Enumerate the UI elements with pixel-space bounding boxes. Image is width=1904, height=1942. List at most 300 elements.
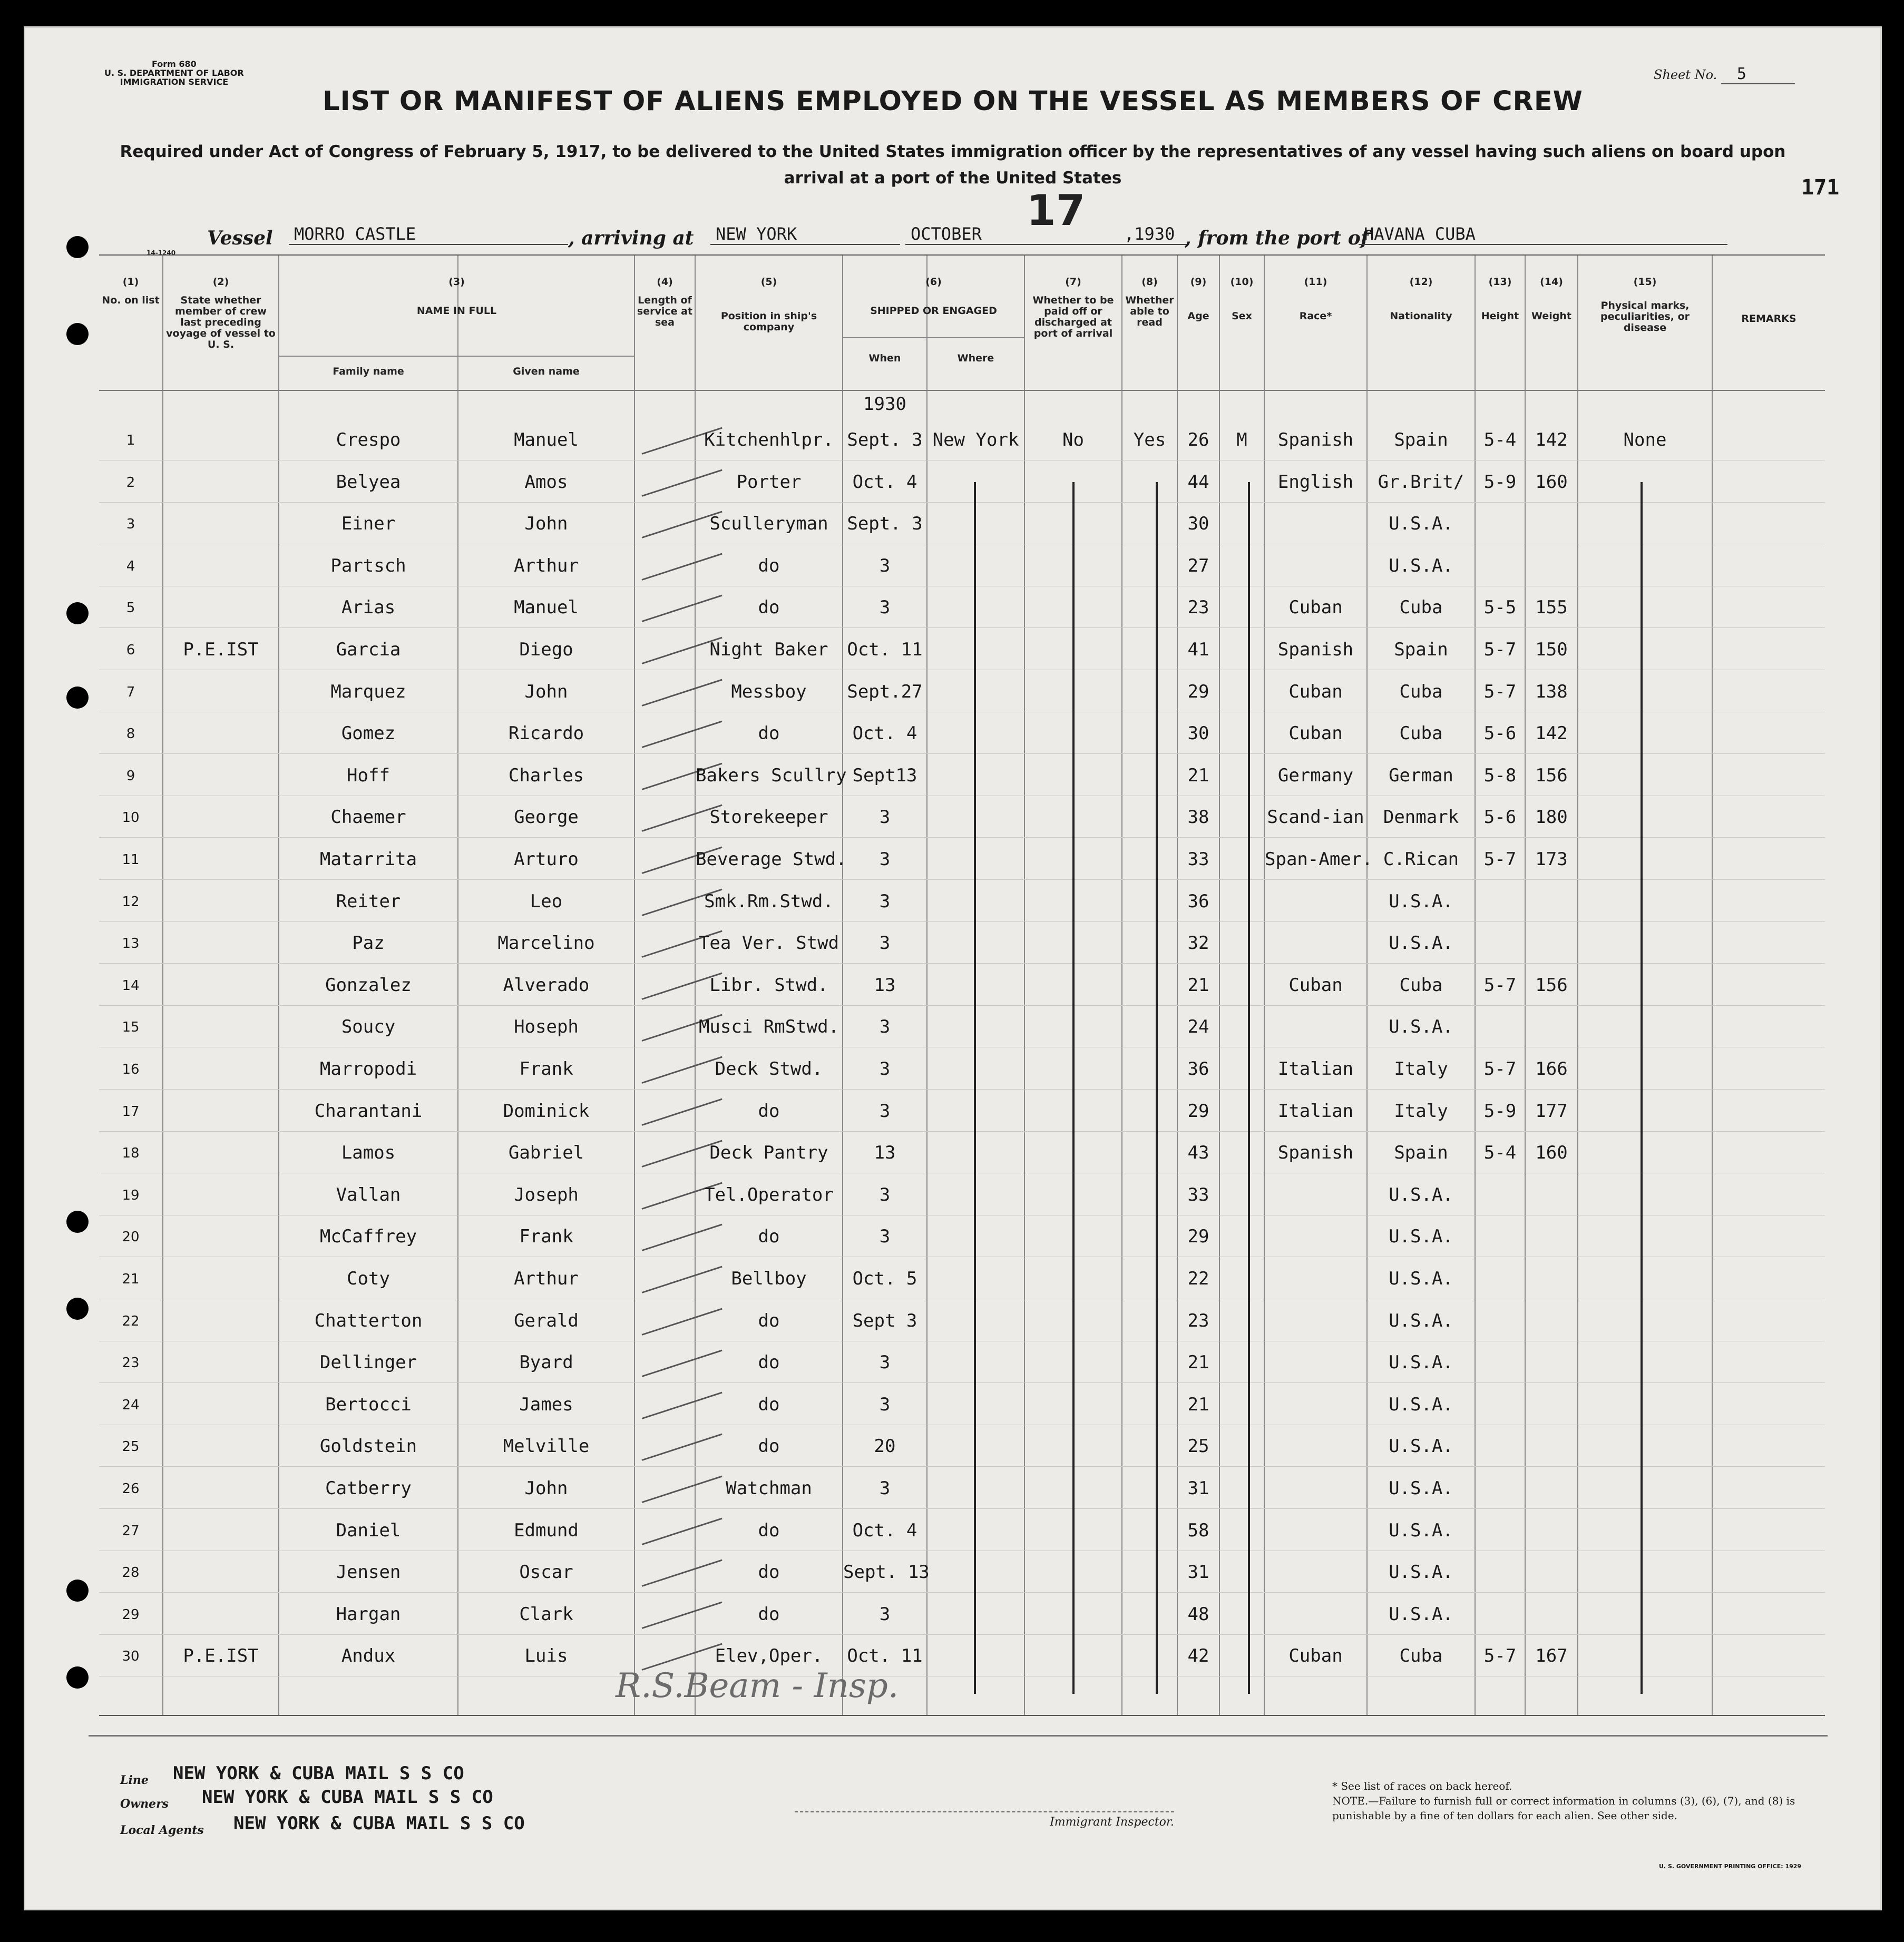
header-col9: (9) Age (1187, 276, 1209, 322)
row-2-weight: 160 (1535, 471, 1568, 493)
row-ruling (99, 1508, 1825, 1509)
penalty-note: NOTE.—Failure to furnish full or correct information in columns (3), (6), (7), and (8) is punishable by a fine of ten dollars for each alien. See other side. (1332, 1794, 1795, 1822)
row-5-when: 3 (879, 597, 891, 619)
column-divider (1121, 256, 1122, 1715)
row-30-position: Elev,Oper. (715, 1645, 823, 1667)
row-17-family: Charantani (314, 1100, 423, 1122)
row-13-family: Paz (352, 933, 385, 954)
row-5-height: 5-5 (1483, 597, 1517, 619)
row-17-height: 5-9 (1483, 1100, 1517, 1122)
row-16-weight: 166 (1535, 1058, 1568, 1080)
row-12-age: 36 (1187, 890, 1209, 912)
row-26-nationality: U.S.A. (1389, 1478, 1453, 1499)
agents-label: Local Agents (120, 1823, 204, 1837)
row-15-when: 3 (879, 1016, 891, 1038)
row-26-when: 3 (879, 1478, 891, 1499)
row-26-given: John (524, 1478, 568, 1499)
row-28-position: do (758, 1562, 780, 1583)
row-7-position: Messboy (731, 681, 807, 702)
row-29-no: 29 (122, 1606, 140, 1623)
row-1-sex: M (1236, 429, 1247, 450)
row-5-family: Arias (341, 597, 396, 619)
row-7-race: Cuban (1288, 681, 1343, 702)
row-9-position: Bakers Scullry (696, 764, 847, 786)
row-8-nationality: Cuba (1399, 723, 1443, 744)
row-19-when: 3 (879, 1184, 891, 1205)
row-ruling (99, 837, 1825, 838)
column-divider (634, 256, 635, 1715)
row-8-age: 30 (1187, 723, 1209, 744)
row-7-when: Sept.27 (847, 681, 923, 702)
row-24-family: Bertocci (325, 1394, 412, 1415)
header-col2: (2) State whether member of crew last preceding voyage of vessel to U. S. (166, 276, 276, 350)
row-27-nationality: U.S.A. (1389, 1519, 1453, 1541)
row-9-race: Germany (1277, 764, 1354, 786)
row-7-height: 5-7 (1483, 681, 1517, 702)
header-col4: (4) Length of service at sea (637, 276, 693, 328)
row-10-race: Scand-ian (1267, 807, 1364, 828)
row-21-position: Bellboy (731, 1268, 807, 1289)
row-26-no: 26 (122, 1481, 140, 1497)
row-1-no: 1 (126, 433, 135, 448)
header-col7: (7) Whether to be paid off or discharged at port of arrival (1032, 276, 1114, 339)
row-3-when: Sept. 3 (847, 513, 923, 535)
row-14-no: 14 (122, 977, 140, 994)
sheet-number (1654, 65, 1795, 84)
document-subtitle: Required under Act of Congress of February 5, 1917, to be delivered to the United States immigration officer by the representatives of any vessel having such aliens on board upon arrival at a port of the United States (120, 142, 1786, 188)
row-1-when: Sept. 3 (847, 429, 923, 450)
row-9-weight: 156 (1535, 764, 1568, 786)
row-17-race: Italian (1277, 1100, 1354, 1122)
row-8-when: Oct. 4 (852, 723, 917, 744)
row-15-age: 24 (1187, 1016, 1209, 1038)
row-26-age: 31 (1187, 1478, 1209, 1499)
header-remarks: REMARKS (1741, 313, 1796, 325)
row-2-race: English (1277, 471, 1354, 493)
row-27-age: 58 (1187, 1519, 1209, 1541)
row-18-position: Deck Pantry (709, 1142, 828, 1164)
row-19-position: Tel.Operator (704, 1184, 834, 1205)
form-code: 14-1240 (147, 249, 176, 257)
punch-hole (66, 323, 89, 345)
day-overwrite: 17 (1027, 186, 1086, 235)
row-1-marks: None (1623, 429, 1667, 450)
row-13-when: 3 (879, 933, 891, 954)
row-6-no: 6 (126, 642, 135, 658)
sheet-label: Sheet No. (1654, 67, 1717, 82)
row-20-age: 29 (1187, 1226, 1209, 1248)
row-1-position: Kitchenhlpr. (704, 429, 834, 450)
row-24-no: 24 (122, 1397, 140, 1413)
row-3-family: Einer (341, 513, 396, 535)
row-12-given: Leo (530, 890, 563, 912)
ditto-line (1248, 482, 1250, 1694)
row-21-when: Oct. 5 (852, 1268, 917, 1289)
row-19-age: 33 (1187, 1184, 1209, 1205)
row-24-when: 3 (879, 1394, 891, 1415)
row-18-family: Lamos (341, 1142, 396, 1164)
row-18-no: 18 (122, 1145, 140, 1162)
row-1-nationality: Spain (1394, 429, 1448, 450)
line-value: NEW YORK & CUBA MAIL S S CO (173, 1763, 464, 1784)
row-10-family: Chaemer (330, 807, 406, 828)
row-25-position: do (758, 1436, 780, 1457)
row-2-no: 2 (126, 474, 135, 491)
year-header: 1930 (863, 394, 906, 415)
row-18-height: 5-4 (1483, 1142, 1517, 1164)
row-22-nationality: U.S.A. (1389, 1310, 1453, 1331)
row-6-when: Oct. 11 (847, 639, 923, 660)
notes (1332, 1779, 1807, 1823)
printing-office: U. S. GOVERNMENT PRINTING OFFICE: 1929 (1659, 1863, 1802, 1870)
row-22-when: Sept 3 (852, 1310, 917, 1331)
row-21-no: 21 (122, 1271, 140, 1287)
row-22-family: Chatterton (314, 1310, 423, 1331)
row-5-weight: 155 (1535, 597, 1568, 619)
manifest-page (24, 26, 1882, 1910)
row-9-family: Hoff (347, 764, 390, 786)
row-11-family: Matarrita (319, 849, 417, 870)
row-5-race: Cuban (1288, 597, 1343, 619)
row-1-family: Crespo (336, 429, 401, 450)
row-10-position: Storekeeper (709, 807, 828, 828)
row-3-no: 3 (126, 516, 135, 533)
row-10-height: 5-6 (1483, 807, 1517, 828)
header-col1: (1) No. on list (102, 276, 160, 306)
row-24-age: 21 (1187, 1394, 1209, 1415)
header-where: Where (957, 352, 994, 364)
inspector-signature: R.S.Beam - Insp. (616, 1666, 899, 1705)
row-13-no: 13 (122, 936, 140, 952)
row-7-age: 29 (1187, 681, 1209, 702)
header-col12: (12) Nationality (1390, 276, 1452, 322)
row-7-no: 7 (126, 684, 135, 700)
column-divider (1577, 256, 1578, 1715)
row-10-when: 3 (879, 807, 891, 828)
row-19-given: Joseph (514, 1184, 579, 1205)
row-5-no: 5 (126, 600, 135, 616)
row-18-when: 13 (874, 1142, 896, 1164)
column-divider (1712, 256, 1713, 1715)
row-28-no: 28 (122, 1565, 140, 1581)
row-8-position: do (758, 723, 780, 744)
row-1-age: 26 (1187, 429, 1209, 450)
owners-field (120, 1787, 493, 1811)
document-title: LIST OR MANIFEST OF ALIENS EMPLOYED ON THE VESSEL AS MEMBERS OF CREW (323, 86, 1583, 117)
row-20-no: 20 (122, 1229, 140, 1245)
row-6-race: Spanish (1277, 639, 1354, 660)
row-23-age: 21 (1187, 1352, 1209, 1374)
row-16-nationality: Italy (1394, 1058, 1448, 1080)
row-11-nationality: C.Rican (1383, 849, 1459, 870)
row-11-given: Arturo (514, 849, 579, 870)
row-3-age: 30 (1187, 513, 1209, 535)
row-14-race: Cuban (1288, 974, 1343, 996)
row-9-height: 5-8 (1483, 764, 1517, 786)
row-9-age: 21 (1187, 764, 1209, 786)
row-26-family: Catberry (325, 1478, 412, 1499)
sheet-value: 5 (1721, 65, 1795, 84)
row-27-no: 27 (122, 1523, 140, 1539)
row-18-nationality: Spain (1394, 1142, 1448, 1164)
row-20-position: do (758, 1226, 780, 1248)
row-30-race: Cuban (1288, 1645, 1343, 1667)
row-30-no: 30 (122, 1649, 140, 1665)
row-11-no: 11 (122, 852, 140, 868)
row-29-given: Clark (519, 1603, 573, 1625)
row-8-given: Ricardo (508, 723, 584, 744)
row-2-height: 5-9 (1483, 471, 1517, 493)
row-4-given: Arthur (514, 555, 579, 576)
row-15-position: Musci RmStwd. (698, 1016, 839, 1038)
row-ruling (99, 1382, 1825, 1383)
row-4-position: do (758, 555, 780, 576)
department-name: U. S. DEPARTMENT OF LABOR (104, 68, 244, 78)
row-25-family: Goldstein (319, 1436, 417, 1457)
stamp-number: 171 (1801, 175, 1840, 200)
row-21-nationality: U.S.A. (1389, 1268, 1453, 1289)
row-ruling (99, 1592, 1825, 1593)
header-col10: (10) Sex (1230, 276, 1254, 322)
arriving-label: , arriving at (568, 227, 694, 249)
row-6-family: Garcia (336, 639, 401, 660)
row-11-height: 5-7 (1483, 849, 1517, 870)
row-18-given: Gabriel (508, 1142, 584, 1164)
row-28-family: Jensen (336, 1562, 401, 1583)
row-10-age: 38 (1187, 807, 1209, 828)
row-13-position: Tea Ver. Stwd (698, 933, 839, 954)
row-ruling (99, 1634, 1825, 1635)
arrival-port: NEW YORK (710, 224, 900, 245)
row-5-nationality: Cuba (1399, 597, 1443, 619)
vessel-line (25, 218, 1880, 254)
agents-field (120, 1813, 525, 1837)
row-13-given: Marcelino (497, 933, 595, 954)
row-8-no: 8 (126, 726, 135, 742)
row-14-when: 13 (874, 974, 896, 996)
header-col8: (8) Whether able to read (1125, 276, 1174, 328)
row-ruling (99, 627, 1825, 628)
row-24-position: do (758, 1394, 780, 1415)
row-ruling (99, 753, 1825, 754)
row-4-when: 3 (879, 555, 891, 576)
punch-hole (66, 686, 89, 709)
row-12-no: 12 (122, 894, 140, 910)
row-1-paid: No (1062, 429, 1084, 450)
row-25-given: Melville (503, 1436, 590, 1457)
row-7-given: John (524, 681, 568, 702)
row-5-age: 23 (1187, 597, 1209, 619)
row-10-weight: 180 (1535, 807, 1568, 828)
punch-hole (66, 1211, 89, 1233)
row-3-given: John (524, 513, 568, 535)
row-2-when: Oct. 4 (852, 471, 917, 493)
row-23-position: do (758, 1352, 780, 1374)
row-ruling (99, 963, 1825, 964)
row-23-family: Dellinger (319, 1352, 417, 1374)
row-30-prev: P.E.IST (183, 1645, 259, 1667)
column-divider (1024, 256, 1025, 1715)
row-30-height: 5-7 (1483, 1645, 1517, 1667)
from-port: HAVANA CUBA (1359, 224, 1727, 245)
row-1-read: Yes (1133, 429, 1166, 450)
row-7-weight: 138 (1535, 681, 1568, 702)
row-25-when: 20 (874, 1436, 896, 1457)
row-30-nationality: Cuba (1399, 1645, 1443, 1667)
row-23-no: 23 (122, 1355, 140, 1371)
from-label: , from the port of (1185, 227, 1369, 249)
row-25-nationality: U.S.A. (1389, 1436, 1453, 1457)
row-3-position: Sculleryman (709, 513, 828, 535)
row-19-nationality: U.S.A. (1389, 1184, 1453, 1205)
row-28-nationality: U.S.A. (1389, 1562, 1453, 1583)
row-10-given: George (514, 807, 579, 828)
row-4-family: Partsch (330, 555, 406, 576)
row-26-position: Watchman (726, 1478, 812, 1499)
row-11-position: Beverage Stwd. (696, 849, 847, 870)
row-18-weight: 160 (1535, 1142, 1568, 1164)
row-4-age: 27 (1187, 555, 1209, 576)
row-17-given: Dominick (503, 1100, 590, 1122)
row-11-when: 3 (879, 849, 891, 870)
header-given: Given name (513, 366, 580, 377)
row-ruling (99, 1466, 1825, 1467)
punch-hole (66, 602, 89, 624)
row-7-family: Marquez (330, 681, 406, 702)
row-28-when: Sept. 13 (843, 1562, 930, 1583)
arrival-month: OCTOBER (905, 224, 1121, 245)
header-rule (99, 390, 1825, 391)
row-11-weight: 173 (1535, 849, 1568, 870)
row-15-given: Hoseph (514, 1016, 579, 1038)
row-25-age: 25 (1187, 1436, 1209, 1457)
owners-label: Owners (120, 1797, 169, 1811)
column-divider (162, 256, 163, 1715)
row-8-height: 5-6 (1483, 723, 1517, 744)
row-25-no: 25 (122, 1439, 140, 1455)
row-14-age: 21 (1187, 974, 1209, 996)
row-11-race: Span-Amer. (1265, 849, 1373, 870)
row-19-no: 19 (122, 1187, 140, 1203)
row-16-position: Deck Stwd. (715, 1058, 823, 1080)
row-20-nationality: U.S.A. (1389, 1226, 1453, 1248)
row-ruling (99, 921, 1825, 922)
row-2-position: Porter (736, 471, 802, 493)
row-18-age: 43 (1187, 1142, 1209, 1164)
row-1-height: 5-4 (1483, 429, 1517, 450)
header-subrule (843, 337, 1024, 338)
row-16-family: Marropodi (319, 1058, 417, 1080)
row-30-family: Andux (341, 1645, 396, 1667)
row-1-given: Manuel (514, 429, 579, 450)
row-5-given: Manuel (514, 597, 579, 619)
header-family: Family name (333, 366, 404, 377)
row-20-family: McCaffrey (319, 1226, 417, 1248)
agents-value: NEW YORK & CUBA MAIL S S CO (233, 1813, 525, 1834)
row-2-family: Belyea (336, 471, 401, 493)
row-9-no: 9 (126, 768, 135, 784)
crew-table (99, 254, 1825, 1716)
row-12-family: Reiter (336, 890, 401, 912)
row-19-family: Vallan (336, 1184, 401, 1205)
vessel-label: Vessel (207, 227, 273, 249)
row-14-family: Gonzalez (325, 974, 412, 996)
row-8-race: Cuban (1288, 723, 1343, 744)
row-16-height: 5-7 (1483, 1058, 1517, 1080)
row-16-age: 36 (1187, 1058, 1209, 1080)
row-17-age: 29 (1187, 1100, 1209, 1122)
row-ruling (99, 1131, 1825, 1132)
row-27-family: Daniel (336, 1519, 401, 1541)
row-30-when: Oct. 11 (847, 1645, 923, 1667)
row-21-family: Coty (347, 1268, 390, 1289)
form-number: Form 680 (151, 59, 197, 69)
footer (89, 1735, 1828, 1895)
row-2-age: 44 (1187, 471, 1209, 493)
row-14-nationality: Cuba (1399, 974, 1443, 996)
row-12-position: Smk.Rm.Stwd. (704, 890, 834, 912)
column-divider (926, 256, 927, 1715)
row-6-weight: 150 (1535, 639, 1568, 660)
row-29-position: do (758, 1603, 780, 1625)
row-23-when: 3 (879, 1352, 891, 1374)
row-28-age: 31 (1187, 1562, 1209, 1583)
punch-hole (66, 1666, 89, 1689)
row-11-age: 33 (1187, 849, 1209, 870)
row-23-nationality: U.S.A. (1389, 1352, 1453, 1374)
row-9-nationality: German (1389, 764, 1453, 786)
row-16-no: 16 (122, 1062, 140, 1077)
row-21-given: Arthur (514, 1268, 579, 1289)
row-14-height: 5-7 (1483, 974, 1517, 996)
row-8-family: Gomez (341, 723, 396, 744)
row-6-given: Diego (519, 639, 573, 660)
row-17-when: 3 (879, 1100, 891, 1122)
row-20-when: 3 (879, 1226, 891, 1248)
row-29-family: Hargan (336, 1603, 401, 1625)
row-16-given: Frank (519, 1058, 573, 1080)
row-22-position: do (758, 1310, 780, 1331)
row-16-when: 3 (879, 1058, 891, 1080)
row-ruling (99, 1089, 1825, 1090)
header-col13: (13) Height (1481, 276, 1519, 322)
row-7-nationality: Cuba (1399, 681, 1443, 702)
punch-hole (66, 1298, 89, 1320)
row-15-family: Soucy (341, 1016, 396, 1038)
row-13-age: 32 (1187, 933, 1209, 954)
header-col6: (6) SHIPPED OR ENGAGED (870, 276, 997, 317)
row-14-given: Alverado (503, 974, 590, 996)
row-6-position: Night Baker (709, 639, 828, 660)
row-12-nationality: U.S.A. (1389, 890, 1453, 912)
row-1-where: New York (932, 429, 1019, 450)
header-col14: (14) Weight (1531, 276, 1571, 322)
service-name: IMMIGRATION SERVICE (120, 77, 229, 87)
row-8-weight: 142 (1535, 723, 1568, 744)
header-col15: (15) Physical marks, peculiarities, or disease (1600, 276, 1690, 334)
row-20-given: Frank (519, 1226, 573, 1248)
header-when: When (868, 352, 901, 364)
row-17-nationality: Italy (1394, 1100, 1448, 1122)
row-24-nationality: U.S.A. (1389, 1394, 1453, 1415)
punch-hole (66, 1580, 89, 1602)
row-14-weight: 156 (1535, 974, 1568, 996)
row-4-nationality: U.S.A. (1389, 555, 1453, 576)
row-28-given: Oscar (519, 1562, 573, 1583)
row-9-when: Sept13 (852, 764, 917, 786)
row-30-age: 42 (1187, 1645, 1209, 1667)
header-col3: (3) NAME IN FULL (416, 276, 497, 317)
